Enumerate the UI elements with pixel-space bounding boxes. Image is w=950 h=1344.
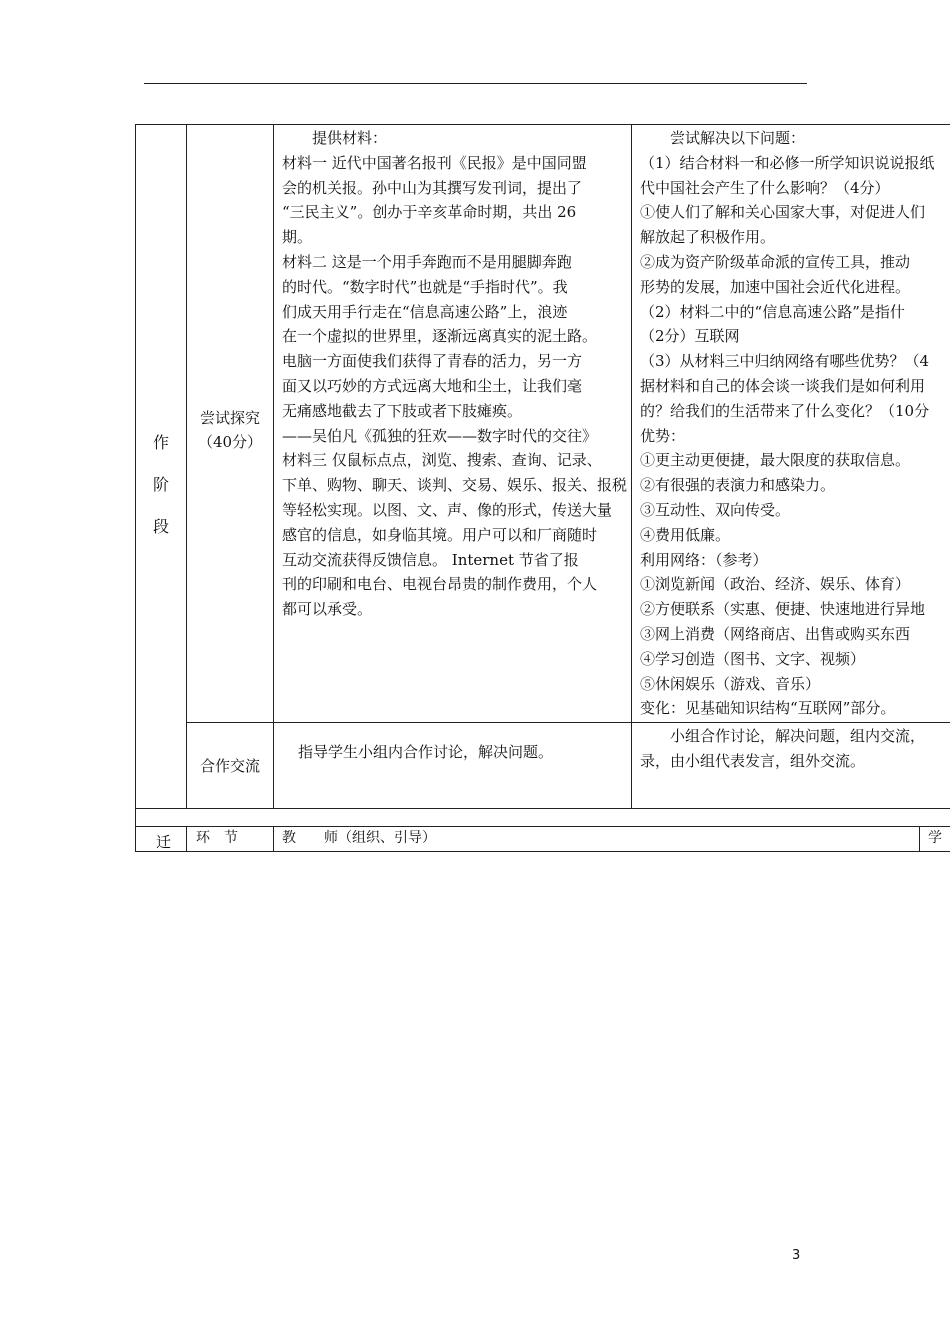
materials-line: 期。 [282,228,313,247]
materials-line: 无痛感地截去了下肢或者下肢瘫痪。 [282,401,523,420]
answers-line: ②方便联系（实惠、便捷、快速地进行异地 [640,600,926,619]
row-label-try-title: 尝试探究 [199,409,260,427]
header-student: 学 [928,830,942,846]
coop-student-line: 小组合作讨论，解决问题，组内交流， [670,727,926,745]
answers-line: ①使人们了解和关心国家大事，对促进人们 [640,203,926,222]
materials-line: 材料三 仅鼠标点点，浏览、搜索、查询、记录、 [282,451,602,470]
answers-line: ④费用低廉。 [640,525,731,544]
materials-line: 材料二 这是一个用手奔跑而不是用腿脚奔跑 [282,252,572,271]
answers-line: ①更主动更便捷，最大限度的获取信息。 [640,451,911,470]
answers-line: 解放起了积极作用。 [640,228,776,247]
table-row-divider-2 [135,808,950,809]
coop-student-line: 录，由小组代表发言，组外交流。 [640,751,866,770]
answers-line: ①浏览新闻（政治、经济、娱乐、体育） [640,575,911,594]
materials-line: ——吴伯凡《孤独的狂欢——数字时代的交往》 [282,426,598,445]
table-border-bottom [135,851,950,852]
coop-student-cell [640,724,950,774]
materials-line: “三民主义”。创办于辛亥革命时期，共出 26 [282,203,577,222]
table-divider-teacher [631,124,632,808]
table-divider-student-lower [919,826,920,851]
row-label-try [187,406,273,454]
materials-line: 刊的印刷和电台、电视台昂贵的制作费用，个人 [282,575,598,594]
table-divider-stage-lower [186,826,187,851]
stage-char: 段 [152,517,169,536]
page-number: 3 [792,1248,801,1263]
table-divider-label [273,124,274,808]
answers-line: 代中国社会产生了什么影响？（4分） [640,178,890,197]
materials-line: 感官的信息，如身临其境。用户可以和厂商随时 [282,525,598,544]
stage-char: 作 [152,433,169,452]
row-label-coop: 合作交流 [199,757,260,775]
materials-line: 面又以巧妙的方式远离大地和尘土，让我们毫 [282,376,583,395]
answers-cell [640,126,950,721]
materials-cell [282,126,628,622]
materials-line: 的时代。“数字时代”也就是“手指时代”。我 [282,277,568,296]
materials-line: 在一个虚拟的世界里，逐渐远离真实的泥土路。 [282,327,598,346]
answers-line: （2分）互联网 [640,327,740,346]
answers-line: 优势： [640,426,686,445]
materials-line: 们成天用手行走在“信息高速公路”上，浪迹 [282,302,568,321]
answers-line: ②有很强的表演力和感染力。 [640,476,836,495]
header-segment: 环 节 [196,830,238,846]
header-teacher: 教 师（组织、引导） [282,830,436,846]
answers-line: ③网上消费（网络商店、出售或购买东西 [640,624,911,643]
answers-line: 利用网络：（参考） [640,550,768,569]
header-rule [144,83,807,84]
materials-line: 提供材料： [312,129,388,147]
answers-line: （1）结合材料一和必修一所学知识说说报纸 [640,153,935,172]
header-stage: 迁 [156,833,172,851]
answers-line: ③互动性、双向传受。 [640,500,791,519]
materials-line: 会的机关报。孙中山为其撰写发刊词，提出了 [282,178,583,197]
materials-line: 电脑一方面使我们获得了青春的活力，另一方 [282,352,583,371]
table-divider-stage [186,124,187,808]
answers-line: 的？给我们的生活带来了什么变化？（10分 [640,401,930,420]
materials-line: 下单、购物、聊天、谈判、交易、娱乐、报关、报税 [282,476,628,495]
answers-line: ④学习创造（图书、文字、视频） [640,649,866,668]
table-row-divider-1 [186,722,950,723]
materials-line: 等轻松实现。以图、文、声、像的形式，传送大量 [282,500,613,519]
materials-line: 材料一 近代中国著名报刊《民报》是中国同盟 [282,153,587,172]
answers-line: （2）材料二中的“信息高速公路”是指什 [640,302,905,321]
answers-line: 变化：见基础知识结构“互联网”部分。 [640,699,896,718]
answers-line: 据材料和自己的体会谈一谈我们是如何利用 [640,376,926,395]
materials-line: 互动交流获得反馈信息。 Internet 节省了报 [282,550,579,569]
coop-teacher-text: 指导学生小组内合作讨论，解决问题。 [298,743,554,761]
materials-line: 都可以承受。 [282,600,373,619]
answers-line: 尝试解决以下问题： [670,129,806,147]
answers-line: （3）从材料三中归纳网络有哪些优势？（4 [640,352,930,371]
stage-char: 阶 [152,475,169,494]
table-row-divider-3 [135,826,950,827]
answers-line: ②成为资产阶级革命派的宣传工具，推动 [640,252,911,271]
row-label-try-score: （40分） [197,433,263,451]
stage-label [136,422,186,548]
table-border-top [135,124,950,125]
answers-line: 形势的发展，加速中国社会近代化进程。 [640,277,911,296]
answers-line: ⑤休闲娱乐（游戏、音乐） [640,674,821,693]
table-divider-label-lower [273,826,274,851]
